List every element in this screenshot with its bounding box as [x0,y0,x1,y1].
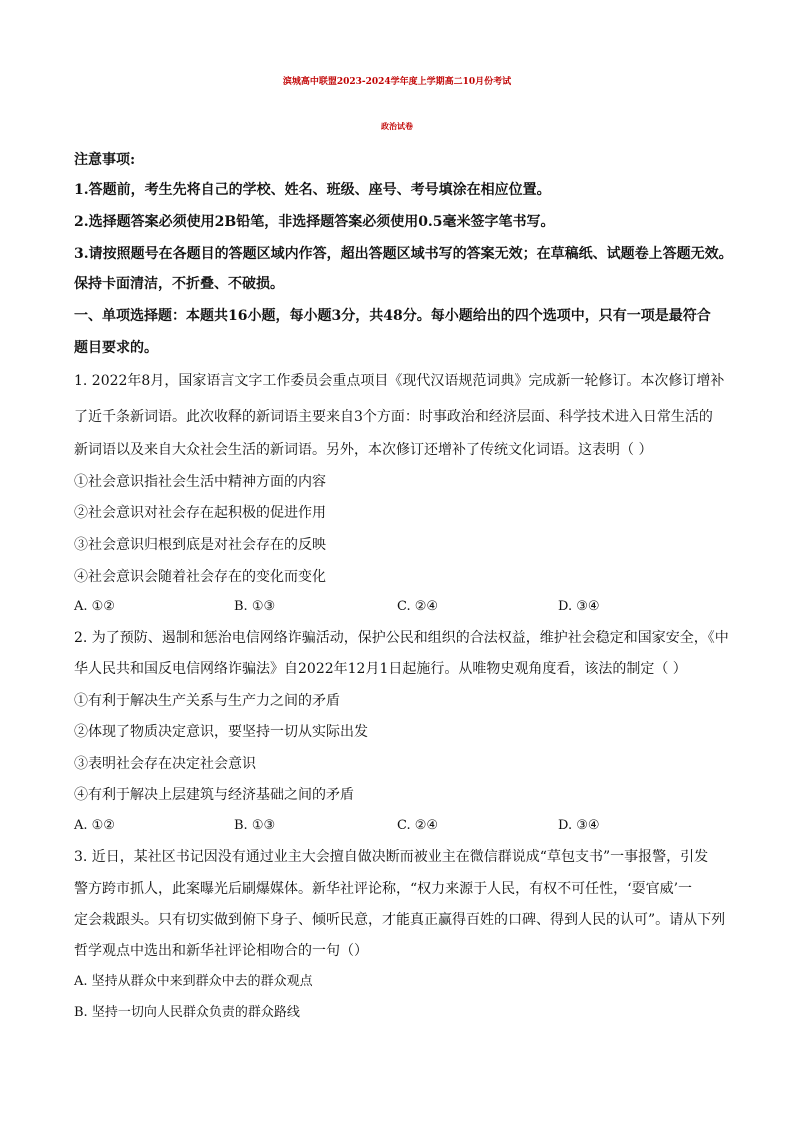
question-1-item: ②社会意识对社会存在起积极的促进作用 [74,505,326,521]
question-2-item: ②体现了物质决定意识，要坚持一切从实际出发 [74,724,368,740]
question-2-item: ①有利于解决生产关系与生产力之间的矛盾 [74,693,340,709]
question-3-stem: 3. 近日，某社区书记因没有通过业主大会擅自做决断而被业主在微信群说成“草包支书”一事报警，引发 [74,849,709,865]
question-3-option-a: A. 坚持从群众中来到群众中去的群众观点 [74,974,313,989]
note-item: 3.请按照题号在各题目的答题区域内作答，超出答题区域书写的答案无效；在草稿纸、试题卷上答题无效。 [74,246,733,262]
question-1-item: ①社会意识指社会生活中精神方面的内容 [74,474,326,490]
question-2-option-d: D. ③④ [558,818,600,833]
question-1-stem: 了近千条新词语。此次收释的新词语主要来自3个方面：时事政治和经济层面、科学技术进入日常生活的 [74,409,713,425]
note-item: 2.选择题答案必须使用2B铅笔，非选择题答案必须使用0.5毫米签字笔书写。 [74,214,555,230]
question-1-item: ③社会意识归根到底是对社会存在的反映 [74,537,326,553]
question-2-option-c: C. ②④ [397,818,439,833]
note-item: 保持卡面清洁，不折叠、不破损。 [74,276,284,292]
question-1-option-d: D. ③④ [558,599,600,614]
question-2-stem: 2. 为了预防、遏制和惩治电信网络诈骗活动，保护公民和组织的合法权益，维护社会稳定和国家安全，《中 [74,630,729,646]
note-item: 1.答题前，考生先将自己的学校、姓名、班级、座号、考号填涂在相应位置。 [74,182,551,198]
notes-heading: 注意事项: [74,152,136,168]
question-3-option-b: B. 坚持一切向人民群众负责的群众路线 [74,1005,300,1020]
section-instructions: 一、单项选择题：本题共16小题，每小题3分，共48分。每小题给出的四个选项中，只有一项是最符合 [74,308,711,324]
question-3-stem: 定会栽跟头。只有切实做到俯下身子、倾听民意，才能真正赢得百姓的口碑、得到人民的认可”。请从下列 [74,912,726,928]
question-1-stem: 新词语以及来自大众社会生活的新词语。另外，本次修订还增补了传统文化词语。这表明（ ） [74,442,653,458]
exam-title: 滨城高中联盟2023-2024学年度上学期高二10月份考试 [282,77,512,87]
question-3-stem: 哲学观点中选出和新华社评论相吻合的一句（） [74,943,368,959]
question-1-option-b: B. ①③ [234,599,276,614]
question-1-option-c: C. ②④ [397,599,439,614]
question-3-stem: 警方跨市抓人，此案曝光后刷爆媒体。新华社评论称，“权力来源于人民，有权不可任性，‘耍官威’一 [74,881,693,897]
question-2-option-a: A. ①② [74,818,115,833]
question-1-option-a: A. ①② [74,599,115,614]
question-2-item: ③表明社会存在决定社会意识 [74,756,256,772]
question-2-option-b: B. ①③ [234,818,276,833]
question-2-stem: 华人民共和国反电信网络诈骗法》自2022年12月1日起施行。从唯物史观角度看，该法的制定（ ） [74,661,687,677]
exam-subtitle: 政治试卷 [381,121,413,131]
question-1-item: ④社会意识会随着社会存在的变化而变化 [74,569,326,585]
question-2-item: ④有利于解决上层建筑与经济基础之间的矛盾 [74,787,354,803]
section-instructions: 题目要求的。 [74,340,158,356]
question-1-stem: 1. 2022年8月，国家语言文字工作委员会重点项目《现代汉语规范词典》完成新一轮修订。本次修订增补 [74,373,725,389]
